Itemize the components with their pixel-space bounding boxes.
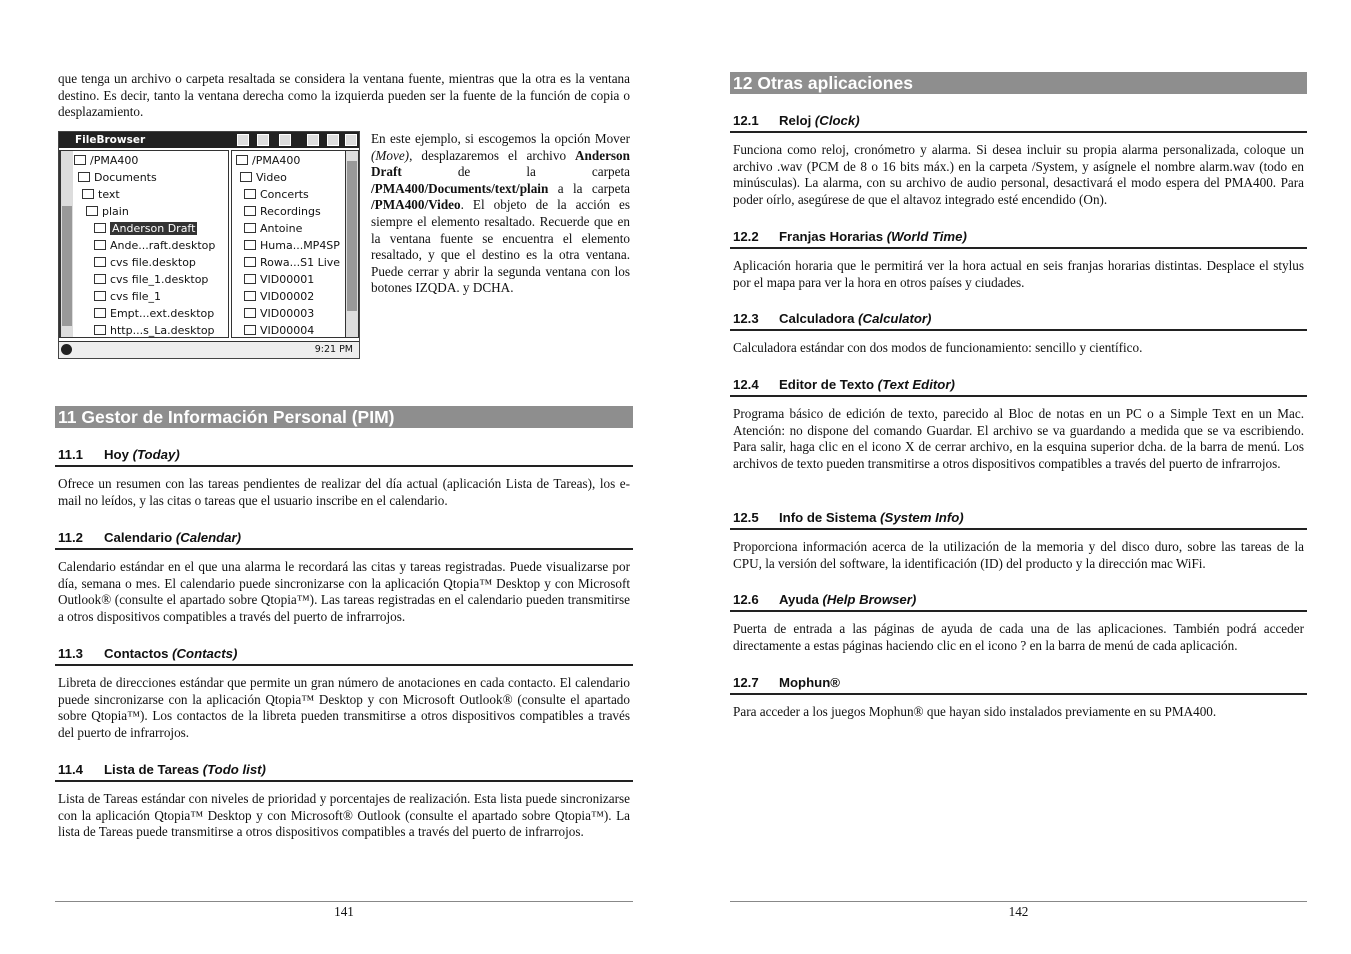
- file-name: plain: [102, 205, 129, 218]
- file-name: Ande...raft.desktop: [110, 239, 216, 252]
- file-row[interactable]: [244, 305, 314, 322]
- file-row[interactable]: [244, 203, 321, 220]
- file-name: VID00001: [260, 273, 315, 286]
- file-name: Anderson Draft: [112, 222, 196, 235]
- section-heading: 12.2 Franjas Horarias (World Time): [730, 229, 1307, 249]
- section-heading: 11.3 Contactos (Contacts): [55, 646, 633, 666]
- file-icon: [78, 172, 90, 182]
- file-icon: [94, 274, 106, 284]
- page-number: 141: [334, 904, 354, 919]
- file-row[interactable]: [244, 322, 314, 339]
- file-icon: [244, 223, 256, 233]
- file-row[interactable]: [78, 169, 157, 186]
- file-row[interactable]: [74, 152, 138, 169]
- file-icon: [244, 240, 256, 250]
- section-text: Ofrece un resumen con las tareas pendientes de realizar del día actual (aplicación Lista de Tareas), los e-mail no leídos, y las citas o tareas que el usuario inscribe en el calendario.: [58, 476, 630, 508]
- move-example-paragraph: En este ejemplo, si escogemos la opción Mover (Move), desplazaremos el archivo Anderson Draft de la carpeta /PMA400/Documents/text/plain a la carpeta /PMA400/Video. El objeto de la acción es siempre el elemento resaltado. Recuerde que en la ventana fuente se encuentra el elemento resaltado, y que el destino es la otra ventana. Puede cerrar y abrir la segunda ventana con los botones IZQDA. y DCHA.: [371, 131, 630, 296]
- file-name: VID00003: [260, 307, 315, 320]
- file-name: Empt...ext.desktop: [110, 307, 215, 320]
- section-text: Para acceder a los juegos Mophun® que hayan sido instalados previamente en su PMA400.: [733, 704, 1217, 719]
- file-icon: [244, 291, 256, 301]
- section-text: Puerta de entrada a las páginas de ayuda de cada una de las aplicaciones. También podrá acceder directamente a estas páginas haciendo clic en el icono ? en la barra de menú de cada aplicación.: [733, 621, 1304, 653]
- file-name: cvs file_1: [110, 290, 162, 303]
- start-icon: [61, 344, 72, 355]
- section-text: Proporciona información acerca de la utilización de la memoria y del disco duro, sobre las tareas de la CPU, la versión del software, la identificación (ID) del producto y la dirección mac WiFi.: [733, 539, 1304, 571]
- file-icon: [94, 325, 106, 335]
- section-heading: 12.7 Mophun®: [730, 675, 1307, 695]
- file-name: Video: [256, 171, 287, 184]
- section-text: Calculadora estándar con dos modos de funcionamiento: sencillo y científico.: [733, 340, 1143, 355]
- section-heading: 12.1 Reloj (Clock): [730, 113, 1307, 133]
- chapter-heading: 11 Gestor de Información Personal (PIM): [55, 406, 633, 428]
- file-name: Antoine: [260, 222, 303, 235]
- file-icon: [244, 274, 256, 284]
- file-row[interactable]: [244, 220, 302, 237]
- file-name: /PMA400: [252, 154, 301, 167]
- file-row[interactable]: [94, 305, 214, 322]
- section-text: Calendario estándar en el que una alarma le recordará las citas y tareas registradas. Puede visualizarse por día, semana o mes. El calendario puede sincronizarse con la aplicación Qtopia™ Desktop y con Microsoft Outlook® (consulte el apartado sobre Qtopia™). Las tareas registradas en el calendario pueden transmitirse a otros dispositivos compatibles a través del puerto de infrarrojos.: [58, 559, 630, 624]
- file-row[interactable]: [94, 288, 161, 305]
- file-row[interactable]: [94, 271, 208, 288]
- taskbar: [59, 341, 359, 358]
- file-row[interactable]: [94, 237, 215, 254]
- right-page: [730, 0, 1307, 954]
- file-name: http...s_La.desktop: [110, 324, 215, 337]
- help-icon: [327, 134, 339, 146]
- file-name: Documents: [94, 171, 157, 184]
- file-icon: [244, 189, 256, 199]
- file-name: VID00004: [260, 324, 315, 337]
- file-icon: [94, 257, 106, 267]
- file-row[interactable]: [94, 254, 196, 271]
- file-row[interactable]: [244, 237, 340, 254]
- section-text: Programa básico de edición de texto, parecido al Bloc de notas en un PC o a Simple Text en un Mac. Atención: no dispone del comando Guardar. El archivo se va guardando a medida que se va escribiendo. Para salir, haga clic en el icono X de cerrar archivo, en la esquina superior dcha. de la barra de menú. Los archivos de texto pueden transmitirse a otros dispositivos compatibles a través del puerto de infrarrojos.: [733, 406, 1304, 471]
- filebrowser-title: FileBrowser: [75, 134, 146, 146]
- file-icon: [94, 308, 106, 318]
- file-row[interactable]: [86, 203, 129, 220]
- list-icon: [237, 134, 249, 146]
- file-row[interactable]: [240, 169, 287, 186]
- close-icon: [345, 134, 357, 146]
- file-name: VID00002: [260, 290, 315, 303]
- page-number: 142: [1008, 904, 1029, 919]
- document-icon: [257, 134, 269, 146]
- left-scrollbar: [60, 151, 73, 337]
- file-row[interactable]: [244, 271, 314, 288]
- section-text: Libreta de direcciones estándar que permite un gran número de anotaciones en cada contacto. El calendario puede sincronizarse con la aplicación Qtopia™ Desktop y con Microsoft Outlook® (consulte el apartado sobre Qtopia™). Los contactos de la libreta pueden transmitirse a otros dispositivos compatibles a través del puerto de infrarrojos.: [58, 675, 630, 740]
- section-heading: 12.4 Editor de Texto (Text Editor): [730, 377, 1307, 397]
- footer-rule: [730, 901, 1307, 902]
- file-row[interactable]: [244, 254, 340, 271]
- right-scrollbar: [345, 151, 358, 337]
- file-icon: [244, 308, 256, 318]
- section-heading: 12.3 Calculadora (Calculator): [730, 311, 1307, 331]
- file-icon: [236, 155, 248, 165]
- file-icon: [240, 172, 252, 182]
- section-text: Lista de Tareas estándar con niveles de prioridad y porcentajes de realización. Esta lista puede sincronizarse con la aplicación Qtopia™ Desktop y con Microsoft® Outlook (consulte el apartado sobre Qtopia™). La lista de Tareas puede transmitirse a otros dispositivos compatibles a través del puerto de infrarrojos.: [58, 791, 630, 840]
- file-name: Rowa...S1 Live: [260, 256, 341, 269]
- filebrowser-screenshot: [58, 131, 360, 359]
- intro-paragraph: que tenga un archivo o carpeta resaltada se considera la ventana fuente, mientras que la otra es la ventana destino. Es decir, tanto la ventana derecha como la izquierda pueden ser la fuente de la función de copia o desplazamiento.: [58, 71, 630, 120]
- section-heading: 11.2 Calendario (Calendar): [55, 530, 633, 550]
- footer-rule: [55, 901, 633, 902]
- file-icon: [244, 257, 256, 267]
- file-name: text: [98, 188, 120, 201]
- chapter-heading: 12 Otras aplicaciones: [730, 72, 1307, 94]
- file-icon: [94, 223, 106, 233]
- file-name: cvs file.desktop: [110, 256, 196, 269]
- filebrowser-titlebar: [59, 132, 359, 148]
- file-icon: [244, 206, 256, 216]
- file-name: Concerts: [260, 188, 309, 201]
- file-name: /PMA400: [90, 154, 139, 167]
- file-name: Huma...MP4SP: [260, 239, 340, 252]
- left-page: [55, 0, 633, 954]
- file-icon: [94, 240, 106, 250]
- file-row[interactable]: [94, 322, 215, 339]
- split-view-icon: [279, 134, 291, 146]
- right-file-pane: [231, 150, 359, 338]
- taskbar-clock: 9:21 PM: [314, 344, 353, 355]
- file-name: Recordings: [260, 205, 321, 218]
- left-file-pane: [59, 150, 229, 338]
- section-heading: 11.1 Hoy (Today): [55, 447, 633, 467]
- file-name: cvs file_1.desktop: [110, 273, 209, 286]
- file-row[interactable]: [244, 186, 309, 203]
- file-icon: [94, 291, 106, 301]
- file-icon: [82, 189, 94, 199]
- file-row[interactable]: [244, 288, 314, 305]
- file-row[interactable]: [236, 152, 300, 169]
- file-row[interactable]: [94, 220, 197, 237]
- file-row[interactable]: [82, 186, 120, 203]
- section-heading: 12.6 Ayuda (Help Browser): [730, 592, 1307, 612]
- section-heading: 11.4 Lista de Tareas (Todo list): [55, 762, 633, 782]
- file-icon: [86, 206, 98, 216]
- section-heading: 12.5 Info de Sistema (System Info): [730, 510, 1307, 530]
- file-icon: [74, 155, 86, 165]
- folder-icon: [307, 134, 319, 146]
- section-text: Aplicación horaria que le permitirá ver la hora actual en seis franjas horarias distintas. Desplace el stylus por el mapa para ver la hora en otros países y ciudades.: [733, 258, 1304, 290]
- section-text: Funciona como reloj, cronómetro y alarma. Si desea incluir su propia alarma personalizada, coloque un archivo .wav (PCM de 8 o 16 bits máx.) en la carpeta /System, y asígnele el nombre alarm.wav (todo en minúsculas). La alarma, con su archivo de audio personal, desactivará el modo espera del PMA400. Para poder oírlo, asegúrese de que el altavoz integrado esté encendido (On).: [733, 142, 1304, 207]
- file-icon: [244, 325, 256, 335]
